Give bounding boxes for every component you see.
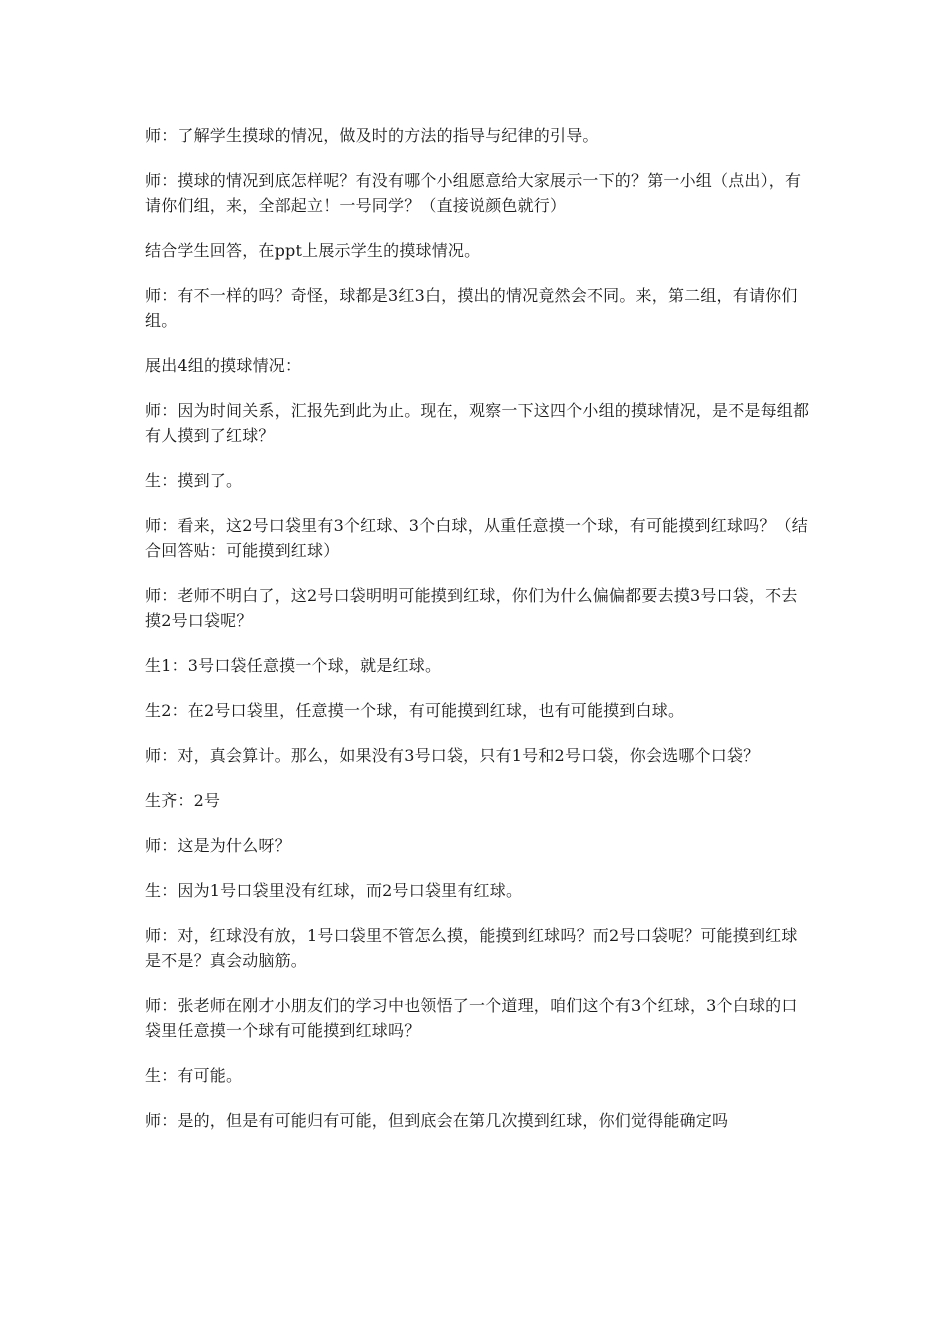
- paragraph: 师：有不一样的吗？奇怪，球都是3红3白，摸出的情况竟然会不同。来，第二组，有请你们组。: [145, 286, 798, 330]
- paragraph: 生：有可能。: [145, 1066, 243, 1085]
- paragraph: 师：老师不明白了，这2号口袋明明可能摸到红球，你们为什么偏偏都要去摸3号口袋，不去摸2号口袋呢？: [145, 586, 798, 630]
- paragraph: 师：这是为什么呀？: [145, 836, 291, 855]
- paragraph: 生：因为1号口袋里没有红球，而2号口袋里有红球。: [145, 881, 523, 900]
- paragraph: 师：对，真会算计。那么，如果没有3号口袋，只有1号和2号口袋，你会选哪个口袋？: [145, 746, 760, 765]
- paragraph: 师：因为时间关系，汇报先到此为止。现在，观察一下这四个小组的摸球情况，是不是每组都有人摸到了红球？: [145, 401, 810, 445]
- paragraph: 师：摸球的情况到底怎样呢？有没有哪个小组愿意给大家展示一下的？第一小组（点出），有请你们组，来，全部起立！一号同学？（直接说颜色就行）: [145, 171, 802, 215]
- document-body: [145, 123, 810, 1153]
- paragraph: 生1：3号口袋任意摸一个球，就是红球。: [145, 656, 442, 675]
- paragraph: 展出4组的摸球情况：: [145, 356, 302, 375]
- paragraph: 师：张老师在刚才小朋友们的学习中也领悟了一个道理，咱们这个有3个红球，3个白球的口袋里任意摸一个球有可能摸到红球吗？: [145, 996, 798, 1040]
- paragraph: 结合学生回答，在ppt上展示学生的摸球情况。: [145, 241, 481, 260]
- paragraph: 生齐：2号: [145, 791, 221, 810]
- paragraph: 师：对，红球没有放，1号口袋里不管怎么摸，能摸到红球吗？而2号口袋呢？可能摸到红球是不是？真会动脑筋。: [145, 926, 798, 970]
- paragraph: 师：看来，这2号口袋里有3个红球、3个白球，从重任意摸一个球，有可能摸到红球吗？（结合回答贴：可能摸到红球）: [145, 516, 808, 560]
- paragraph: 师：了解学生摸球的情况，做及时的方法的指导与纪律的引导。: [145, 126, 599, 145]
- paragraph: 师：是的，但是有可能归有可能，但到底会在第几次摸到红球，你们觉得能确定吗: [145, 1111, 729, 1130]
- paragraph: 生2：在2号口袋里，任意摸一个球，有可能摸到红球，也有可能摸到白球。: [145, 701, 685, 720]
- paragraph: 生：摸到了。: [145, 471, 243, 490]
